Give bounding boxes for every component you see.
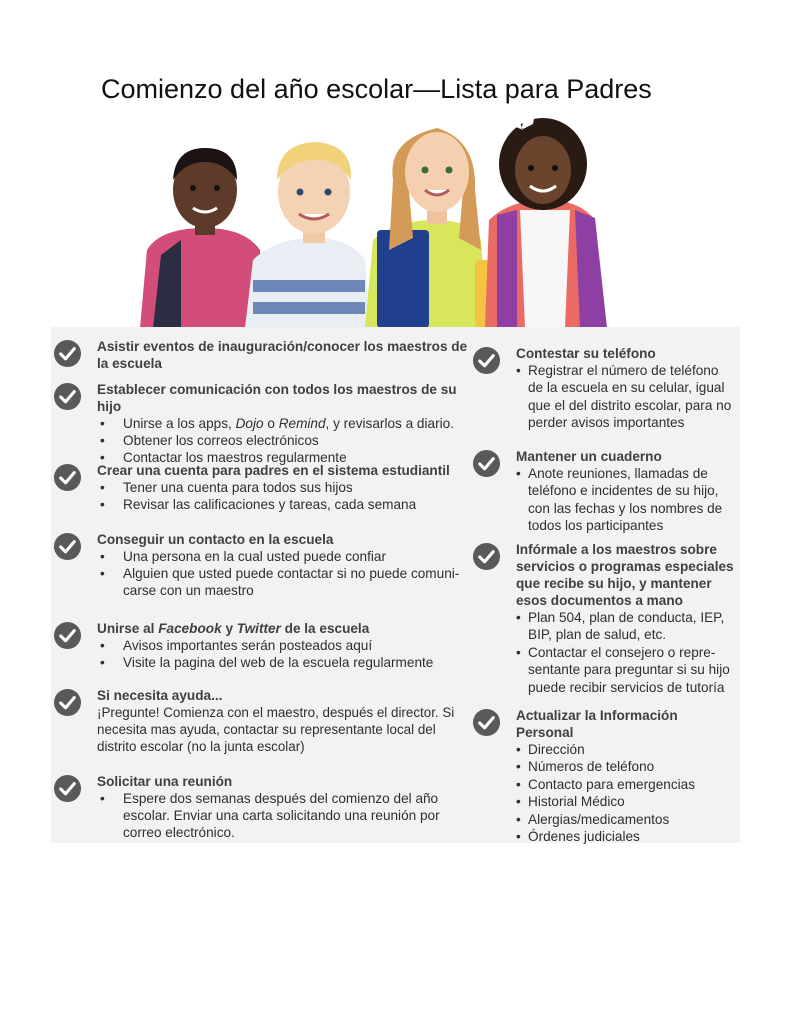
child-1-figure xyxy=(140,148,265,328)
check-circle-icon xyxy=(53,382,82,411)
check-circle-icon xyxy=(472,708,501,737)
item-heading: Crear una cuenta para padres en el sistema estudiantil xyxy=(97,463,450,478)
item-heading: Si necesita ayuda... xyxy=(97,688,223,703)
check-circle-icon xyxy=(53,621,82,650)
bullet-item: • Revisar las calificaciones y tareas, cada semana xyxy=(97,496,477,513)
bullet-item: • Dirección xyxy=(516,741,736,758)
bullet-item: • Órdenes judiciales xyxy=(516,828,736,845)
check-circle-icon xyxy=(53,339,82,368)
item-text: ¡Pregunte! Comienza con el maestro, después el director. Si necesita mas ayuda, contactar su representante local del distrito escolar (no la junta escolar) xyxy=(97,705,455,754)
left-item-2 xyxy=(97,381,477,466)
left-item-6 xyxy=(97,687,469,755)
item-heading: Conseguir un contacto en la escuela xyxy=(97,532,334,547)
child-4-figure xyxy=(485,112,607,328)
bullet-item: • Registrar el número de teléfono de la escuela en su celular, igual que el del distrito escolar, para no perder avisos importantes xyxy=(516,362,736,432)
check-circle-icon xyxy=(472,346,501,375)
bullet-item: • Contactar el consejero o repre-sentante para preguntar si su hijo puede recibir servicios de tutoría xyxy=(516,644,736,696)
item-heading: Unirse al Facebook y Twitter de la escuela xyxy=(97,621,370,636)
bullet-item: • Obtener los correos electrónicos xyxy=(97,432,477,449)
bullet-item: • Contactar los maestros regularmente xyxy=(97,449,477,466)
item-heading: Mantener un cuaderno xyxy=(516,449,662,464)
bullet-item: • Visite la pagina del web de la escuela regularmente xyxy=(97,654,477,671)
children-photo xyxy=(125,110,625,328)
bullet-item: • Anote reuniones, llamadas de teléfono e incidentes de su hijo, con las fechas y los nombres de todos los participantes xyxy=(516,465,736,535)
item-heading: Contestar su teléfono xyxy=(516,346,656,361)
check-circle-icon xyxy=(53,532,82,561)
bullet-item: • Números de teléfono xyxy=(516,758,736,775)
item-heading: Solicitar una reunión xyxy=(97,774,233,789)
bullet-item: • Contacto para emergencias xyxy=(516,776,736,793)
left-item-5 xyxy=(97,620,477,671)
bullet-item: • Unirse a los apps, Dojo o Remind, y revisarlos a diario. xyxy=(97,415,477,432)
left-item-7 xyxy=(97,773,457,841)
check-circle-icon xyxy=(472,449,501,478)
right-item-3 xyxy=(516,541,736,696)
bullet-item: • Tener una cuenta para todos sus hijos xyxy=(97,479,477,496)
item-heading: Asistir eventos de inauguración/conocer los maestros de la escuela xyxy=(97,339,468,371)
right-item-4 xyxy=(516,707,736,845)
page-title: Comienzo del año escolar—Lista para Padres xyxy=(101,74,652,104)
right-item-2 xyxy=(516,448,736,535)
right-item-1 xyxy=(516,345,736,432)
check-circle-icon xyxy=(53,688,82,717)
item-heading: Infórmale a los maestros sobre servicios o programas especiales que recibe su hijo, y mantener esos documentos a mano xyxy=(516,542,734,608)
item-heading: Establecer comunicación con todos los maestros de su hijo xyxy=(97,382,457,414)
child-2-figure xyxy=(245,142,370,328)
bullet-item: • Alguien que usted puede contactar si no puede comuni-carse con un maestro xyxy=(97,565,477,599)
left-item-1 xyxy=(97,338,469,372)
check-circle-icon xyxy=(53,774,82,803)
bullet-item: • Historial Médico xyxy=(516,793,736,810)
bullet-item: • Avisos importantes serán posteados aquí xyxy=(97,637,477,654)
left-item-4 xyxy=(97,531,477,599)
bullet-item: • Alergias/medicamentos xyxy=(516,811,736,828)
bullet-item: • Una persona en la cual usted puede confiar xyxy=(97,548,477,565)
bullet-item: • Espere dos semanas después del comienzo del año escolar. Enviar una carta solicitando una reunión por correo electrónico. xyxy=(97,790,457,841)
check-circle-icon xyxy=(472,542,501,571)
check-circle-icon xyxy=(53,463,82,492)
bullet-item: • Plan 504, plan de conducta, IEP, BIP, plan de salud, etc. xyxy=(516,609,736,644)
left-item-3 xyxy=(97,462,477,513)
item-heading: Actualizar la Información Personal xyxy=(516,708,678,740)
